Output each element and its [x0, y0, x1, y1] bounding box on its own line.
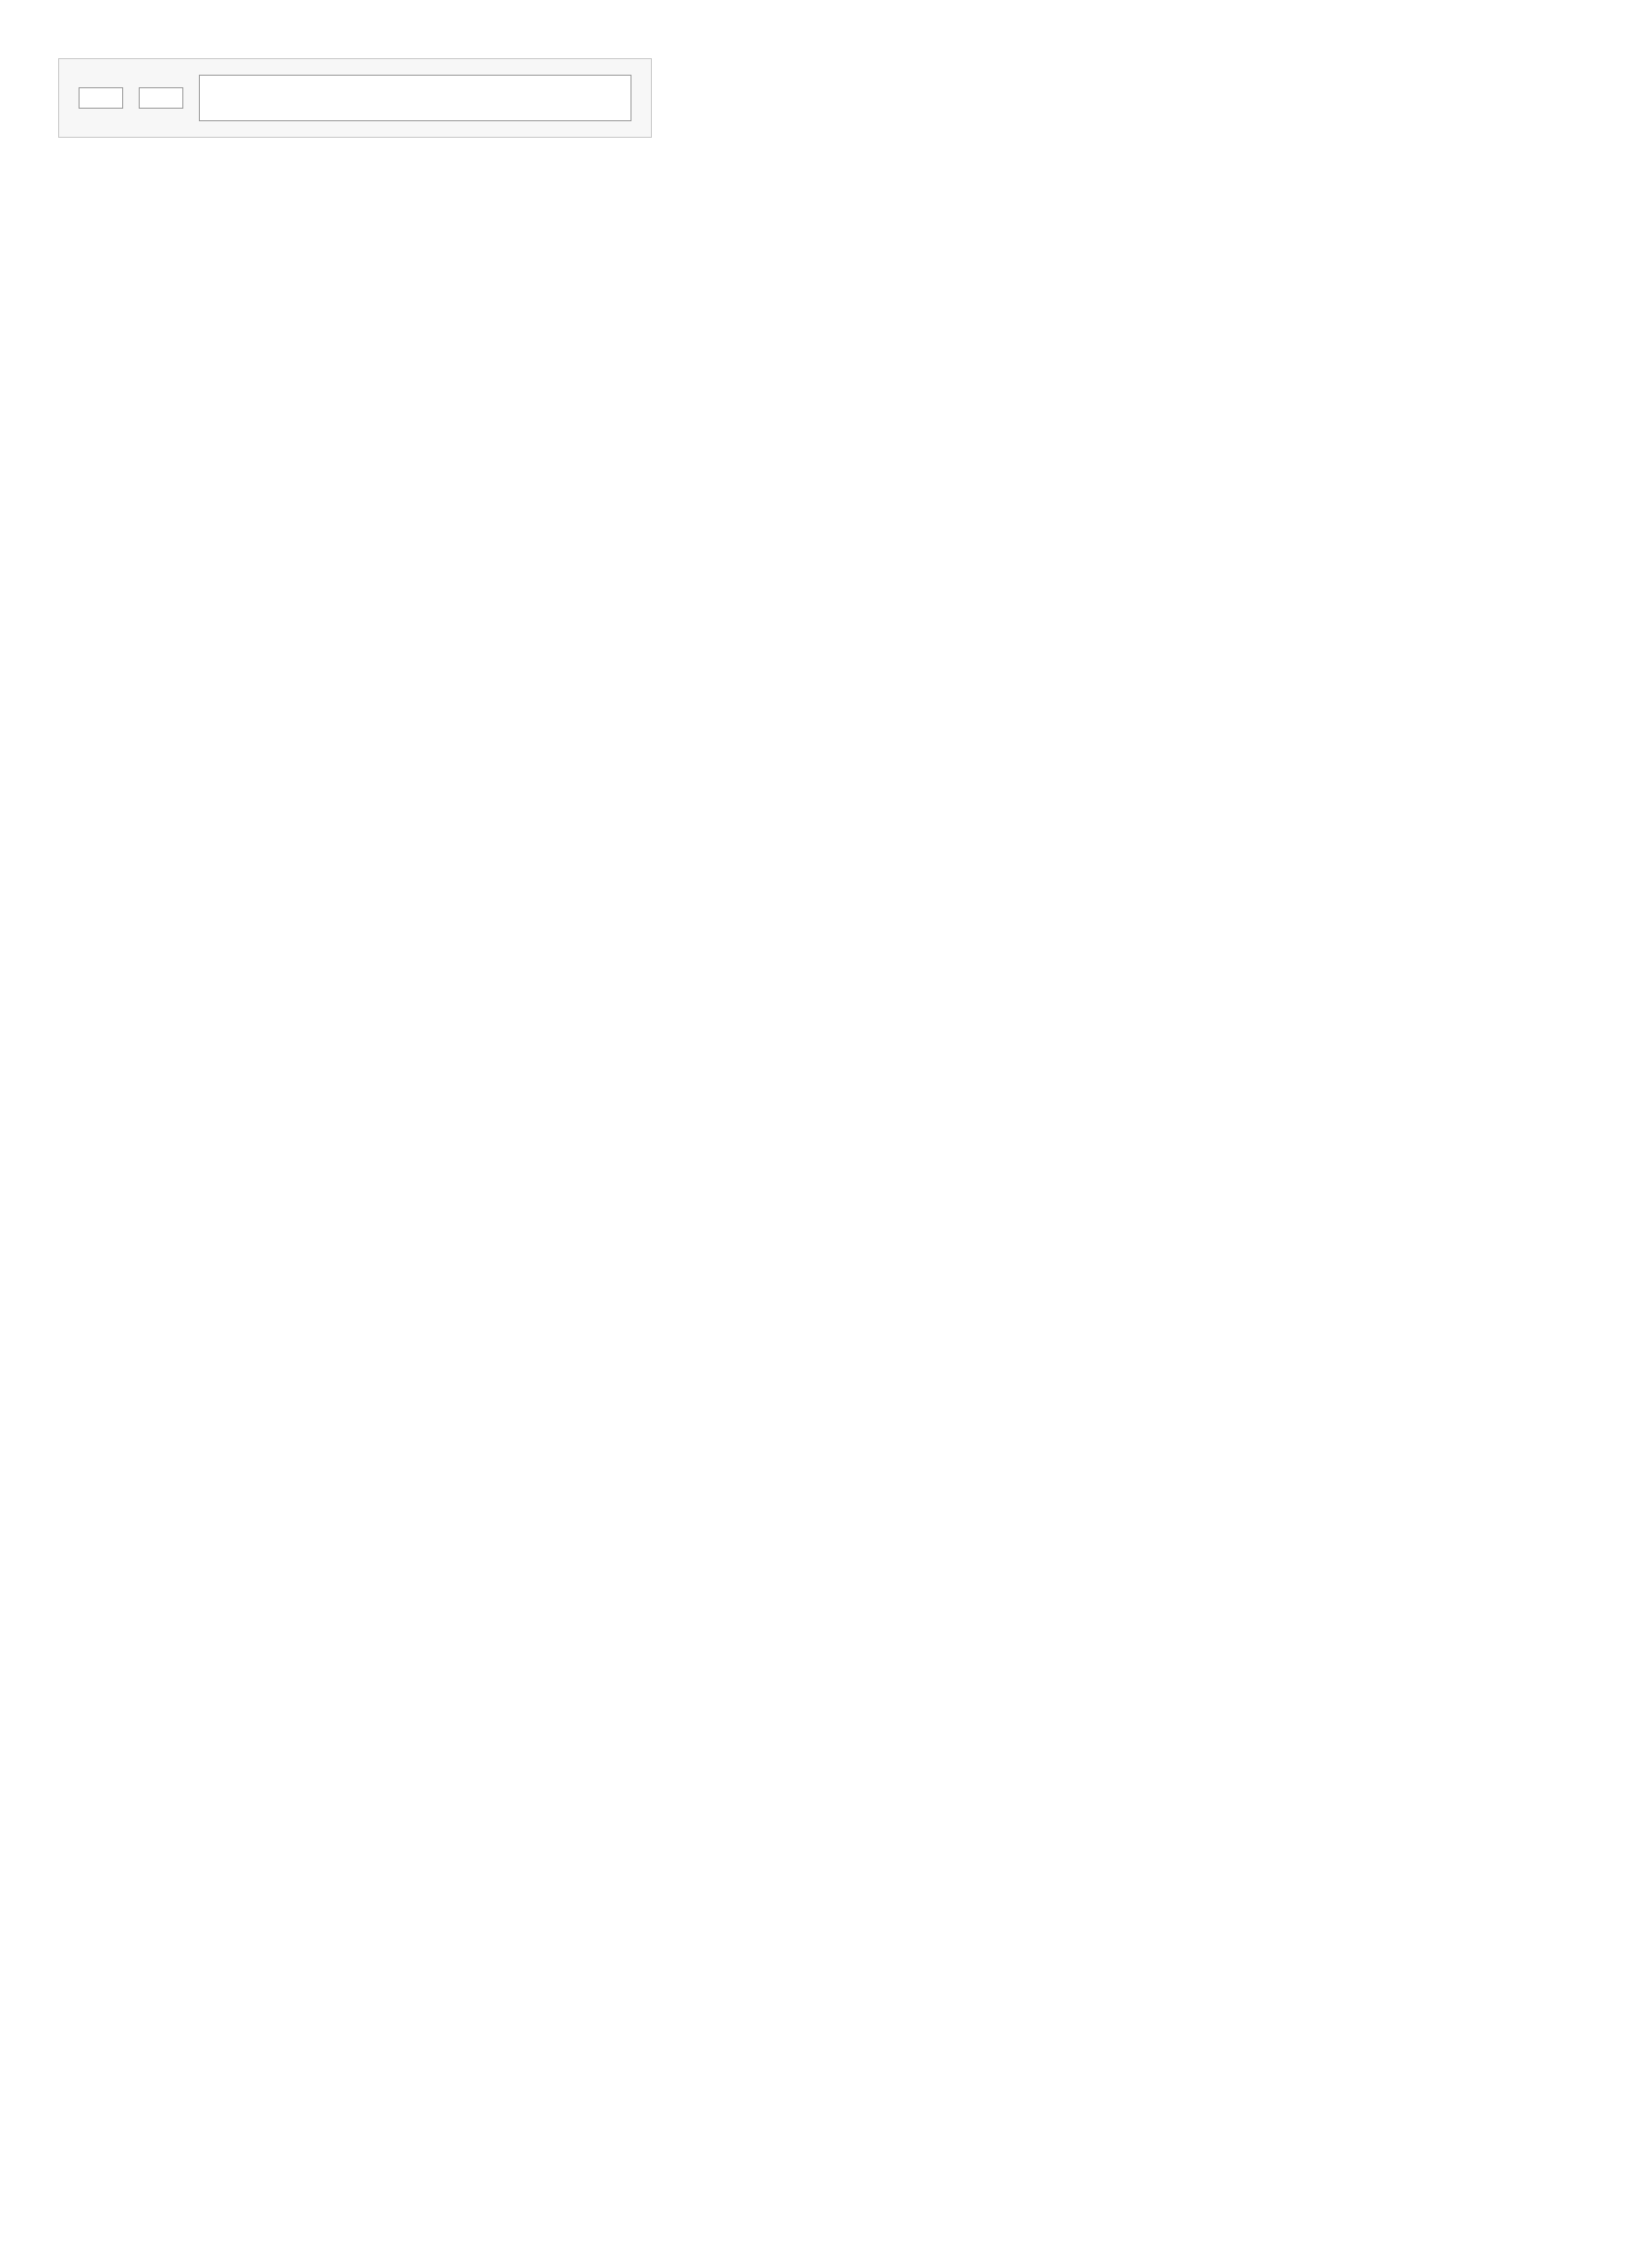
text-box[interactable] [199, 75, 631, 121]
first-button[interactable] [79, 87, 123, 109]
toolbar [58, 58, 652, 138]
second-button[interactable] [139, 87, 183, 109]
